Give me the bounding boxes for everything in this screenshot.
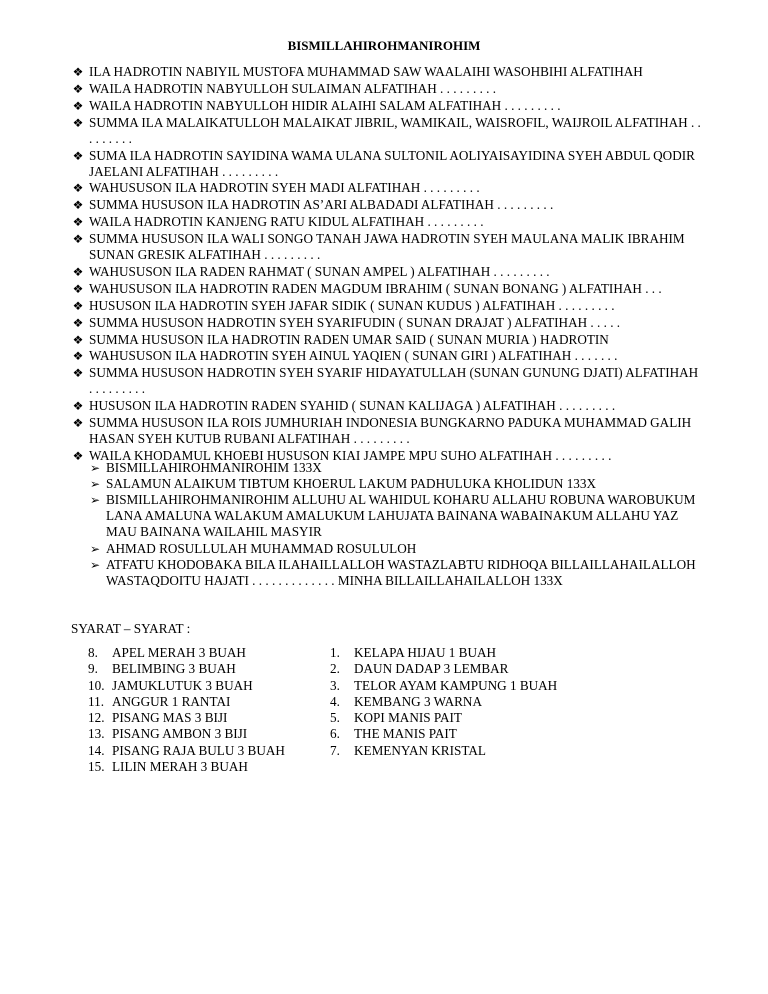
diamond-bullet-icon: ❖ [72,349,84,364]
list-item [88,541,698,557]
diamond-bullet-icon: ❖ [72,215,84,230]
arrow-bullet-icon: ➢ [89,461,101,475]
list-item-text: WAILA HADROTIN KANJENG RATU KIDUL ALFATIHAH . . . . . . . . . [89,214,484,230]
diamond-bullet-icon: ❖ [72,298,84,313]
list-item-text: SUMMA HUSUSON ILA HADROTIN AS’ARI ALBADADI ALFATIHAH . . . . . . . . . [89,197,554,213]
list-item [88,645,328,661]
list-item-text: WAHUSUSON ILA HADROTIN SYEH MADI ALFATIHAH . . . . . . . . . [89,180,480,196]
item-number: 5. [330,710,340,726]
list-item [71,281,701,297]
list-item-text: SALAMUN ALAIKUM TIBTUM KHOERUL LAKUM PADHULUKA KHOLIDUN 133X [106,476,597,492]
list-item [71,180,701,196]
list-item-text: ILA HADROTIN NABIYIL MUSTOFA MUHAMMAD SAW WAALAIHI WASOHBIHI ALFATIHAH [89,64,643,79]
list-item [71,231,701,263]
list-item-text: WAHUSUSON ILA HADROTIN RADEN MAGDUM IBRAHIM ( SUNAN BONANG ) ALFATIHAH . . . [89,280,662,296]
item-number: 8. [88,645,98,660]
list-item [88,726,328,742]
item-number: 14. [88,742,105,758]
diamond-bullet-icon: ❖ [72,265,84,280]
list-item [71,214,701,230]
list-item [88,476,698,492]
list-item [71,315,701,331]
list-item-text: SUMMA HUSUSON ILA ROIS JUMHURIAH INDONESIA BUNGKARNO PADUKA MUHAMMAD GALIH HASAN SYEH KUTUB RUBANI ALFATIHAH . . . . . . . . . [89,415,692,447]
item-number: 12. [88,710,105,726]
item-number: 4. [330,693,340,709]
list-item-text: SUMMA HUSUSON ILA WALI SONGO TANAH JAWA HADROTIN SYEH MAULANA MALIK IBRAHIM SUNAN GRESIK ALFATIHAH . . . . . . . . . [89,231,685,263]
list-item [88,743,328,759]
diamond-bullet-icon: ❖ [72,65,84,79]
diamond-bullet-icon: ❖ [72,198,84,213]
list-item [88,557,698,589]
list-item-text: SUMMA HUSUSON HADROTIN SYEH SYARIF HIDAYATULLAH (SUNAN GUNUNG DJATI) ALFATIHAH . . . . . . . . . [89,365,699,397]
list-item-text: WAHUSUSON ILA RADEN RAHMAT ( SUNAN AMPEL ) ALFATIHAH . . . . . . . . . [89,264,550,280]
diamond-bullet-icon: ❖ [72,98,84,113]
list-item-text: AHMAD ROSULLULAH MUHAMMAD ROSULULOH [106,540,417,556]
list-item [71,148,701,180]
list-item [71,332,701,348]
list-item-text: BISMILLAHIROHMANIROHIM 133X [106,460,322,475]
list-item-text: KEMENYAN KRISTAL [354,742,486,758]
list-item-text: SUMA ILA HADROTIN SAYIDINA WAMA ULANA SULTONIL AOLIYAISAYIDINA SYEH ABDUL QODIR JAELANI ALFATIHAH . . . . . . . . . [89,147,695,179]
arrow-bullet-icon: ➢ [89,477,101,492]
list-item-text: KOPI MANIS PAIT [354,710,462,726]
diamond-bullet-icon: ❖ [72,399,84,414]
item-number: 1. [330,645,340,660]
list-item-text: JAMUKLUTUK 3 BUAH [112,677,253,693]
list-item-text: HUSUSON ILA HADROTIN RADEN SYAHID ( SUNAN KALIJAGA ) ALFATIHAH . . . . . . . . . [89,398,616,414]
list-item [71,115,701,147]
diamond-bullet-icon: ❖ [72,281,84,296]
list-item-text: ANGGUR 1 RANTAI [112,693,231,709]
arrow-bullet-icon: ➢ [89,557,101,572]
list-item-text: APEL MERAH 3 BUAH [112,645,246,660]
prayer-list [71,64,701,465]
list-item-text: HUSUSON ILA HADROTIN SYEH JAFAR SIDIK ( SUNAN KUDUS ) ALFATIHAH . . . . . . . . . [89,297,615,313]
list-item [88,492,698,540]
diamond-bullet-icon: ❖ [72,81,84,96]
list-item-text: BISMILLAHIROHMANIROHIM ALLUHU AL WAHIDUL KOHARU ALLAHU ROBUNA WAROBUKUM LANA AMALUNA WALAKUM AMALUKUM LAHUJATA BAINANA WABAINAKUM ALLAHU YAZ MAU BAINANA WAILAHIL MASYIR [106,492,696,540]
list-item-text: SUMMA ILA MALAIKATULLOH MALAIKAT JIBRIL, WAMIKAIL, WAISROFIL, WAIJROIL ALFATIHAH . . . . . . . . . [89,114,701,146]
item-number: 13. [88,726,105,742]
item-number: 9. [88,661,98,677]
list-item-text: BELIMBING 3 BUAH [112,661,236,677]
list-item-text: THE MANIS PAIT [354,726,457,742]
dzikir-list [88,460,698,589]
list-item-text: WAHUSUSON ILA HADROTIN SYEH AINUL YAQIEN ( SUNAN GIRI ) ALFATIHAH . . . . . . . [89,348,618,364]
diamond-bullet-icon: ❖ [72,181,84,196]
list-item [71,98,701,114]
list-item [71,398,701,414]
list-item [330,645,630,661]
list-item-text: LILIN MERAH 3 BUAH [112,759,248,775]
list-item-text: DAUN DADAP 3 LEMBAR [354,661,509,677]
list-item-text: WAILA HADROTIN NABYULLOH HIDIR ALAIHI SALAM ALFATIHAH . . . . . . . . . [89,97,561,113]
item-number: 6. [330,726,340,742]
list-item [88,710,328,726]
list-item-text: WAILA HADROTIN NABYULLOH SULAIMAN ALFATIHAH . . . . . . . . . [89,80,497,96]
list-item [71,298,701,314]
list-item [330,661,630,677]
diamond-bullet-icon: ❖ [72,232,84,247]
list-item [330,710,630,726]
item-number: 15. [88,759,105,775]
list-item [88,661,328,677]
list-item [88,460,698,476]
list-item [330,678,630,694]
item-number: 3. [330,677,340,693]
list-item [71,197,701,213]
syarat-list-left [88,645,328,775]
diamond-bullet-icon: ❖ [72,115,84,130]
item-number: 11. [88,693,104,709]
list-item-text: WAILA KHODAMUL KHOEBI HUSUSON KIAI JAMPE MPU SUHO ALFATIHAH . . . . . . . . . [89,448,612,464]
list-item [71,264,701,280]
list-item [71,64,701,80]
list-item-text: PISANG AMBON 3 BIJI [112,726,248,742]
arrow-bullet-icon: ➢ [89,541,101,556]
list-item [330,743,630,759]
list-item [330,694,630,710]
diamond-bullet-icon: ❖ [72,416,84,431]
item-number: 10. [88,677,105,693]
syarat-list-right [330,645,630,759]
diamond-bullet-icon: ❖ [72,315,84,330]
list-item [71,348,701,364]
document-title: BISMILLAHIROHMANIROHIM [287,38,481,53]
list-item-text: KELAPA HIJAU 1 BUAH [354,645,497,660]
list-item [88,678,328,694]
item-number: 2. [330,661,340,677]
item-number: 7. [330,742,340,758]
list-item-text: KEMBANG 3 WARNA [354,693,482,709]
diamond-bullet-icon: ❖ [72,449,84,464]
list-item-text: PISANG MAS 3 BIJI [112,710,228,726]
arrow-bullet-icon: ➢ [89,493,101,508]
list-item-text: TELOR AYAM KAMPUNG 1 BUAH [354,677,558,693]
diamond-bullet-icon: ❖ [72,366,84,381]
list-item [71,81,701,97]
list-item [88,694,328,710]
syarat-heading: SYARAT – SYARAT : [71,621,191,636]
list-item-text: ATFATU KHODOBAKA BILA ILAHAILLALLOH WASTAZLABTU RIDHOQA BILLAILLAHAILALLOH WASTAQDOITU HAJATI . . . . . . . . . . . . . MINHA BILLAILLAHAILALLOH 133X [106,556,696,588]
list-item-text: PISANG RAJA BULU 3 BUAH [112,742,285,758]
diamond-bullet-icon: ❖ [72,148,84,163]
diamond-bullet-icon: ❖ [72,332,84,347]
list-item-text: SUMMA HUSUSON HADROTIN SYEH SYARIFUDIN ( SUNAN DRAJAT ) ALFATIHAH . . . . . [89,314,621,330]
list-item-text: SUMMA HUSUSON ILA HADROTIN RADEN UMAR SAID ( SUNAN MURIA ) HADROTIN [89,331,609,347]
list-item [88,759,328,775]
list-item [71,415,701,447]
list-item [330,726,630,742]
list-item [71,365,701,397]
